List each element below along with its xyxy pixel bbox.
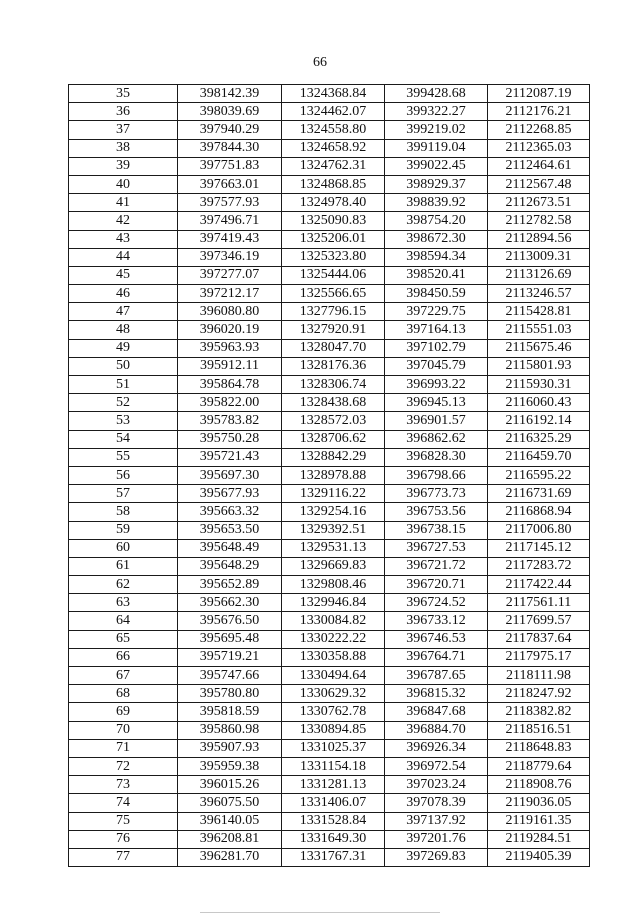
y1-cell: 1328438.68	[282, 394, 385, 412]
x2-cell: 396926.34	[385, 739, 488, 757]
y2-cell: 2112176.21	[488, 103, 590, 121]
x1-cell: 396015.26	[178, 776, 282, 794]
x1-cell: 395648.49	[178, 539, 282, 557]
x1-cell: 395912.11	[178, 357, 282, 375]
y2-cell: 2118247.92	[488, 685, 590, 703]
x1-cell: 395780.80	[178, 685, 282, 703]
x1-cell: 395747.66	[178, 667, 282, 685]
y2-cell: 2115801.93	[488, 357, 590, 375]
x2-cell: 396862.62	[385, 430, 488, 448]
y2-cell: 2115930.31	[488, 376, 590, 394]
x1-cell: 396020.19	[178, 321, 282, 339]
x1-cell: 396080.80	[178, 303, 282, 321]
y1-cell: 1329531.13	[282, 539, 385, 557]
y2-cell: 2117422.44	[488, 576, 590, 594]
point-number-cell: 52	[69, 394, 178, 412]
point-number-cell: 57	[69, 485, 178, 503]
x2-cell: 396724.52	[385, 594, 488, 612]
point-number-cell: 66	[69, 648, 178, 666]
y2-cell: 2116731.69	[488, 485, 590, 503]
point-number-cell: 67	[69, 667, 178, 685]
x2-cell: 396764.71	[385, 648, 488, 666]
x1-cell: 395652.89	[178, 576, 282, 594]
y2-cell: 2118516.51	[488, 721, 590, 739]
point-number-cell: 70	[69, 721, 178, 739]
x1-cell: 396075.50	[178, 794, 282, 812]
y2-cell: 2113246.57	[488, 285, 590, 303]
y2-cell: 2113009.31	[488, 248, 590, 266]
x1-cell: 397751.83	[178, 157, 282, 175]
y2-cell: 2117837.64	[488, 630, 590, 648]
y1-cell: 1325444.06	[282, 266, 385, 284]
y1-cell: 1330084.82	[282, 612, 385, 630]
x1-cell: 397577.93	[178, 194, 282, 212]
y1-cell: 1325090.83	[282, 212, 385, 230]
point-number-cell: 73	[69, 776, 178, 794]
x2-cell: 397201.76	[385, 830, 488, 848]
y1-cell: 1324462.07	[282, 103, 385, 121]
table-row	[69, 121, 590, 139]
table-row	[69, 757, 590, 775]
y1-cell: 1330494.64	[282, 667, 385, 685]
table-row	[69, 667, 590, 685]
point-number-cell: 74	[69, 794, 178, 812]
x2-cell: 396972.54	[385, 757, 488, 775]
point-number-cell: 71	[69, 739, 178, 757]
x1-cell: 395783.82	[178, 412, 282, 430]
point-number-cell: 43	[69, 230, 178, 248]
y1-cell: 1331528.84	[282, 812, 385, 830]
y2-cell: 2119405.39	[488, 848, 590, 866]
table-row	[69, 576, 590, 594]
y1-cell: 1329808.46	[282, 576, 385, 594]
table-row	[69, 376, 590, 394]
x1-cell: 395719.21	[178, 648, 282, 666]
y2-cell: 2112782.58	[488, 212, 590, 230]
table-row	[69, 357, 590, 375]
y1-cell: 1327796.15	[282, 303, 385, 321]
y1-cell: 1328842.29	[282, 448, 385, 466]
x2-cell: 399119.04	[385, 139, 488, 157]
point-number-cell: 46	[69, 285, 178, 303]
y2-cell: 2116595.22	[488, 466, 590, 484]
y1-cell: 1328047.70	[282, 339, 385, 357]
table-row	[69, 412, 590, 430]
point-number-cell: 63	[69, 594, 178, 612]
table-row	[69, 612, 590, 630]
point-number-cell: 65	[69, 630, 178, 648]
y1-cell: 1328306.74	[282, 376, 385, 394]
point-number-cell: 37	[69, 121, 178, 139]
y2-cell: 2118111.98	[488, 667, 590, 685]
x1-cell: 395959.38	[178, 757, 282, 775]
x2-cell: 396884.70	[385, 721, 488, 739]
point-number-cell: 51	[69, 376, 178, 394]
y2-cell: 2112894.56	[488, 230, 590, 248]
table-row	[69, 503, 590, 521]
x1-cell: 395907.93	[178, 739, 282, 757]
x2-cell: 396727.53	[385, 539, 488, 557]
point-number-cell: 75	[69, 812, 178, 830]
x2-cell: 398520.41	[385, 266, 488, 284]
table-row	[69, 739, 590, 757]
x1-cell: 396281.70	[178, 848, 282, 866]
table-row	[69, 212, 590, 230]
table-row	[69, 394, 590, 412]
x2-cell: 399322.27	[385, 103, 488, 121]
table-row	[69, 339, 590, 357]
point-number-cell: 55	[69, 448, 178, 466]
point-number-cell: 77	[69, 848, 178, 866]
y1-cell: 1324762.31	[282, 157, 385, 175]
y2-cell: 2117145.12	[488, 539, 590, 557]
x2-cell: 397269.83	[385, 848, 488, 866]
table-row	[69, 303, 590, 321]
x2-cell: 398594.34	[385, 248, 488, 266]
point-number-cell: 72	[69, 757, 178, 775]
scan-edge-line	[200, 912, 440, 913]
table-row	[69, 557, 590, 575]
y1-cell: 1329392.51	[282, 521, 385, 539]
y2-cell: 2118382.82	[488, 703, 590, 721]
x2-cell: 396828.30	[385, 448, 488, 466]
y1-cell: 1328706.62	[282, 430, 385, 448]
x2-cell: 399428.68	[385, 85, 488, 103]
y1-cell: 1330894.85	[282, 721, 385, 739]
y1-cell: 1325566.65	[282, 285, 385, 303]
y2-cell: 2116325.29	[488, 430, 590, 448]
y1-cell: 1329669.83	[282, 557, 385, 575]
table-row	[69, 685, 590, 703]
table-row	[69, 539, 590, 557]
y1-cell: 1331281.13	[282, 776, 385, 794]
point-number-cell: 41	[69, 194, 178, 212]
y1-cell: 1329116.22	[282, 485, 385, 503]
x2-cell: 396847.68	[385, 703, 488, 721]
x2-cell: 398929.37	[385, 175, 488, 193]
y2-cell: 2115428.81	[488, 303, 590, 321]
x2-cell: 396720.71	[385, 576, 488, 594]
table-row	[69, 812, 590, 830]
x2-cell: 398754.20	[385, 212, 488, 230]
y2-cell: 2117975.17	[488, 648, 590, 666]
table-row	[69, 103, 590, 121]
x2-cell: 398672.30	[385, 230, 488, 248]
x1-cell: 397496.71	[178, 212, 282, 230]
y2-cell: 2112268.85	[488, 121, 590, 139]
x1-cell: 395695.48	[178, 630, 282, 648]
y2-cell: 2119284.51	[488, 830, 590, 848]
point-number-cell: 49	[69, 339, 178, 357]
point-number-cell: 54	[69, 430, 178, 448]
point-number-cell: 76	[69, 830, 178, 848]
y1-cell: 1331406.07	[282, 794, 385, 812]
y1-cell: 1331767.31	[282, 848, 385, 866]
x1-cell: 395677.93	[178, 485, 282, 503]
y1-cell: 1331649.30	[282, 830, 385, 848]
table-row	[69, 648, 590, 666]
x1-cell: 395818.59	[178, 703, 282, 721]
point-number-cell: 53	[69, 412, 178, 430]
point-number-cell: 60	[69, 539, 178, 557]
table-row	[69, 848, 590, 866]
x2-cell: 397045.79	[385, 357, 488, 375]
point-number-cell: 45	[69, 266, 178, 284]
point-number-cell: 47	[69, 303, 178, 321]
y2-cell: 2117283.72	[488, 557, 590, 575]
x1-cell: 397940.29	[178, 121, 282, 139]
x1-cell: 398142.39	[178, 85, 282, 103]
table-row	[69, 139, 590, 157]
table-row	[69, 175, 590, 193]
y1-cell: 1330762.78	[282, 703, 385, 721]
x1-cell: 397663.01	[178, 175, 282, 193]
y1-cell: 1325206.01	[282, 230, 385, 248]
coordinates-table-body	[69, 85, 590, 867]
x1-cell: 395822.00	[178, 394, 282, 412]
y2-cell: 2112464.61	[488, 157, 590, 175]
x2-cell: 396993.22	[385, 376, 488, 394]
y2-cell: 2115675.46	[488, 339, 590, 357]
y2-cell: 2112673.51	[488, 194, 590, 212]
table-row	[69, 85, 590, 103]
table-row	[69, 703, 590, 721]
x2-cell: 396733.12	[385, 612, 488, 630]
y1-cell: 1330358.88	[282, 648, 385, 666]
y1-cell: 1325323.80	[282, 248, 385, 266]
y1-cell: 1330629.32	[282, 685, 385, 703]
point-number-cell: 58	[69, 503, 178, 521]
y2-cell: 2118648.83	[488, 739, 590, 757]
table-row	[69, 157, 590, 175]
x1-cell: 395721.43	[178, 448, 282, 466]
x2-cell: 396815.32	[385, 685, 488, 703]
y2-cell: 2117699.57	[488, 612, 590, 630]
point-number-cell: 64	[69, 612, 178, 630]
point-number-cell: 42	[69, 212, 178, 230]
x2-cell: 397023.24	[385, 776, 488, 794]
x1-cell: 395750.28	[178, 430, 282, 448]
x1-cell: 395653.50	[178, 521, 282, 539]
table-row	[69, 830, 590, 848]
y1-cell: 1330222.22	[282, 630, 385, 648]
x1-cell: 396140.05	[178, 812, 282, 830]
table-row	[69, 248, 590, 266]
x2-cell: 396721.72	[385, 557, 488, 575]
point-number-cell: 48	[69, 321, 178, 339]
y2-cell: 2117006.80	[488, 521, 590, 539]
table-row	[69, 776, 590, 794]
point-number-cell: 44	[69, 248, 178, 266]
y2-cell: 2116459.70	[488, 448, 590, 466]
point-number-cell: 39	[69, 157, 178, 175]
point-number-cell: 69	[69, 703, 178, 721]
point-number-cell: 38	[69, 139, 178, 157]
table-row	[69, 285, 590, 303]
x2-cell: 396746.53	[385, 630, 488, 648]
table-row	[69, 230, 590, 248]
x2-cell: 396773.73	[385, 485, 488, 503]
y2-cell: 2116868.94	[488, 503, 590, 521]
point-number-cell: 59	[69, 521, 178, 539]
point-number-cell: 50	[69, 357, 178, 375]
table-row	[69, 466, 590, 484]
point-number-cell: 40	[69, 175, 178, 193]
y2-cell: 2119161.35	[488, 812, 590, 830]
x2-cell: 397078.39	[385, 794, 488, 812]
point-number-cell: 61	[69, 557, 178, 575]
y1-cell: 1328978.88	[282, 466, 385, 484]
point-number-cell: 35	[69, 85, 178, 103]
x1-cell: 395860.98	[178, 721, 282, 739]
x1-cell: 395676.50	[178, 612, 282, 630]
coordinates-table	[68, 84, 590, 867]
x2-cell: 396901.57	[385, 412, 488, 430]
table-row	[69, 594, 590, 612]
y1-cell: 1328572.03	[282, 412, 385, 430]
x1-cell: 395963.93	[178, 339, 282, 357]
x2-cell: 397102.79	[385, 339, 488, 357]
table-row	[69, 794, 590, 812]
y1-cell: 1331025.37	[282, 739, 385, 757]
x2-cell: 397137.92	[385, 812, 488, 830]
table-row	[69, 485, 590, 503]
table-row	[69, 630, 590, 648]
table-row	[69, 448, 590, 466]
x2-cell: 396787.65	[385, 667, 488, 685]
table-row	[69, 721, 590, 739]
y1-cell: 1324368.84	[282, 85, 385, 103]
y2-cell: 2118779.64	[488, 757, 590, 775]
table-row	[69, 521, 590, 539]
x2-cell: 399219.02	[385, 121, 488, 139]
table-row	[69, 430, 590, 448]
x2-cell: 397164.13	[385, 321, 488, 339]
x2-cell: 396753.56	[385, 503, 488, 521]
x1-cell: 398039.69	[178, 103, 282, 121]
y2-cell: 2112365.03	[488, 139, 590, 157]
x2-cell: 399022.45	[385, 157, 488, 175]
y1-cell: 1328176.36	[282, 357, 385, 375]
y1-cell: 1331154.18	[282, 757, 385, 775]
x2-cell: 397229.75	[385, 303, 488, 321]
y1-cell: 1327920.91	[282, 321, 385, 339]
x2-cell: 396798.66	[385, 466, 488, 484]
x1-cell: 395697.30	[178, 466, 282, 484]
y2-cell: 2112087.19	[488, 85, 590, 103]
y1-cell: 1324658.92	[282, 139, 385, 157]
x1-cell: 397277.07	[178, 266, 282, 284]
point-number-cell: 68	[69, 685, 178, 703]
y2-cell: 2119036.05	[488, 794, 590, 812]
x1-cell: 395648.29	[178, 557, 282, 575]
x1-cell: 397212.17	[178, 285, 282, 303]
page-number: 66	[313, 55, 327, 70]
x2-cell: 396945.13	[385, 394, 488, 412]
x1-cell: 395864.78	[178, 376, 282, 394]
x1-cell: 397346.19	[178, 248, 282, 266]
y1-cell: 1324978.40	[282, 194, 385, 212]
x1-cell: 396208.81	[178, 830, 282, 848]
table-row	[69, 266, 590, 284]
y2-cell: 2118908.76	[488, 776, 590, 794]
point-number-cell: 56	[69, 466, 178, 484]
y1-cell: 1324868.85	[282, 175, 385, 193]
point-number-cell: 62	[69, 576, 178, 594]
x1-cell: 395662.30	[178, 594, 282, 612]
y2-cell: 2116192.14	[488, 412, 590, 430]
table-row	[69, 194, 590, 212]
x2-cell: 396738.15	[385, 521, 488, 539]
table-row	[69, 321, 590, 339]
x1-cell: 395663.32	[178, 503, 282, 521]
x1-cell: 397419.43	[178, 230, 282, 248]
x1-cell: 397844.30	[178, 139, 282, 157]
y1-cell: 1324558.80	[282, 121, 385, 139]
y2-cell: 2113126.69	[488, 266, 590, 284]
y2-cell: 2115551.03	[488, 321, 590, 339]
x2-cell: 398450.59	[385, 285, 488, 303]
y2-cell: 2117561.11	[488, 594, 590, 612]
y2-cell: 2112567.48	[488, 175, 590, 193]
y1-cell: 1329254.16	[282, 503, 385, 521]
x2-cell: 398839.92	[385, 194, 488, 212]
y2-cell: 2116060.43	[488, 394, 590, 412]
y1-cell: 1329946.84	[282, 594, 385, 612]
point-number-cell: 36	[69, 103, 178, 121]
